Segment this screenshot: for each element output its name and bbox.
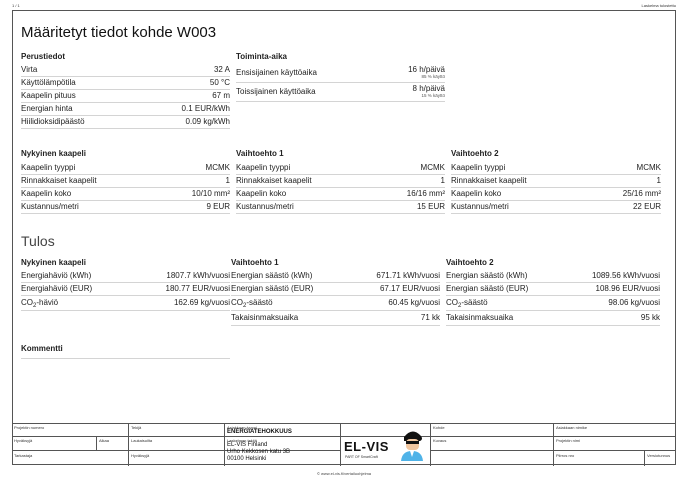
tb-reviewer: Tarkastaja	[14, 453, 33, 458]
tb-project-number: Projektin numero	[14, 425, 45, 430]
operation-table	[236, 64, 445, 102]
comment-heading: Kommentti	[21, 344, 63, 353]
table-row: Kaapelin tyyppi MCMK	[21, 162, 230, 175]
table-row: Energiahäviö (kWh) 1807.7 kWh/vuosi	[21, 270, 230, 283]
basics-heading: Perustiedot	[21, 52, 66, 61]
cable-current-table	[21, 162, 230, 214]
table-row: Energian säästö (kWh) 671.71 kWh/vuosi	[231, 270, 440, 283]
table-row: Hiilidioksidipäästö 0.09 kg/kWh	[21, 116, 230, 129]
table-row: Takaisinmaksuaika 71 kk	[231, 311, 440, 326]
table-row: Kaapelin koko 10/10 mm²	[21, 188, 230, 201]
table-row: Energian säästö (EUR) 108.96 EUR/vuosi	[446, 283, 660, 296]
table-row: Energian säästö (EUR) 67.17 EUR/vuosi	[231, 283, 440, 296]
tb-calc-by: Laskelman tekijä	[227, 438, 257, 443]
cable-alt1-table	[236, 162, 445, 214]
cable-alt2-heading: Vaihtoehto 2	[451, 149, 499, 158]
table-row: $CO_2$-säästö 98.06 kg/vuosi	[446, 298, 660, 309]
table-row: Kustannus/metri 22 EUR	[451, 201, 661, 214]
result-alt2-heading: Vaihtoehto 2	[446, 258, 494, 267]
result-alt1-heading: Vaihtoehto 1	[231, 258, 279, 267]
table-row: Energian hinta 0.1 EUR/kWh	[21, 103, 230, 116]
basics-table	[21, 64, 230, 129]
tb-calc: Laukaisuilta	[131, 438, 153, 443]
logo-text: EL-VIS	[344, 439, 389, 454]
logo-subtext: PART OF SmartCraft	[345, 455, 378, 459]
print-label: Laskelma tulostettu	[641, 3, 676, 8]
cable-alt2-table	[451, 162, 661, 214]
results-heading: Tulos	[21, 233, 55, 249]
table-row: Virta 32 A	[21, 64, 230, 77]
tb-date: Alkaa	[99, 438, 110, 443]
table-row: Kaapelin koko 16/16 mm²	[236, 188, 445, 201]
tb-city: 00100 Helsinki	[227, 456, 267, 462]
tb-project-name: Projektin nimi	[556, 438, 581, 443]
table-row: Rinnakkaiset kaapelit 1	[21, 175, 230, 188]
comment-divider	[21, 358, 230, 359]
result-alt2-table	[446, 270, 660, 326]
el-vis-logo	[340, 425, 428, 463]
tb-version: Versiotunnus	[647, 453, 671, 458]
table-row: Energian säästö (kWh) 1089.56 kWh/vuosi	[446, 270, 660, 283]
table-row: Käyttölämpötila 50 °C	[21, 77, 230, 90]
cable-current-heading: Nykyinen kaapeli	[21, 149, 86, 158]
tb-customer: Asiakkaan tyyppi	[227, 425, 258, 430]
operation-heading: Toiminta-aika	[236, 52, 287, 61]
cable-alt1-heading: Vaihtoehto 1	[236, 149, 284, 158]
tb-street: Urho Kekkosen katu 3B	[227, 449, 291, 455]
tb-maker: Tekijä	[131, 425, 142, 430]
table-row: Kaapelin tyyppi MCMK	[236, 162, 445, 175]
page-title: Määritetyt tiedot kohde W003	[21, 24, 217, 41]
table-row: Toissijainen käyttöaika 8 h/päivä 15 % käyttö	[236, 83, 445, 102]
page-number: 1 / 1	[12, 3, 20, 8]
table-row: Kustannus/metri 9 EUR	[21, 201, 230, 214]
tb-customer-name: Asiakkaan nimike	[556, 425, 588, 430]
mascot-icon	[398, 427, 426, 461]
result-current-table	[21, 270, 230, 311]
tb-drawing: Hyväksyjä	[131, 453, 150, 458]
table-row: Kaapelin pituus 67 m	[21, 90, 230, 103]
tb-page: Piirros nro	[556, 453, 575, 458]
table-row: Rinnakkaiset kaapelit 1	[236, 175, 445, 188]
table-row: Takaisinmaksuaika 95 kk	[446, 311, 660, 326]
result-current-heading: Nykyinen kaapeli	[21, 258, 86, 267]
footer: © www.el-vis.fi/vertailuohjelma	[316, 471, 372, 476]
table-row: Kaapelin tyyppi MCMK	[451, 162, 661, 175]
result-alt1-table	[231, 270, 440, 326]
table-row: $CO_2$-häviö 162.69 kg/vuosi	[21, 298, 230, 309]
tb-customer-value: ENERGIATEHOKKUUS	[227, 429, 292, 435]
tb-target: Kohde	[433, 425, 445, 430]
table-row: Kustannus/metri 15 EUR	[236, 201, 445, 214]
tb-company: EL-VIS Finland	[227, 442, 268, 448]
tb-location: Kuvaus	[433, 438, 447, 443]
table-row: $CO_2$-säästö 60.45 kg/vuosi	[231, 298, 440, 309]
tb-approved: Hyväksyjä	[14, 438, 33, 443]
table-row: Energiahäviö (EUR) 180.77 EUR/vuosi	[21, 283, 230, 296]
table-row: Ensisijainen käyttöaika 16 h/päivä 85 % käyttö	[236, 64, 445, 83]
table-row: Kaapelin koko 25/16 mm²	[451, 188, 661, 201]
table-row: Rinnakkaiset kaapelit 1	[451, 175, 661, 188]
